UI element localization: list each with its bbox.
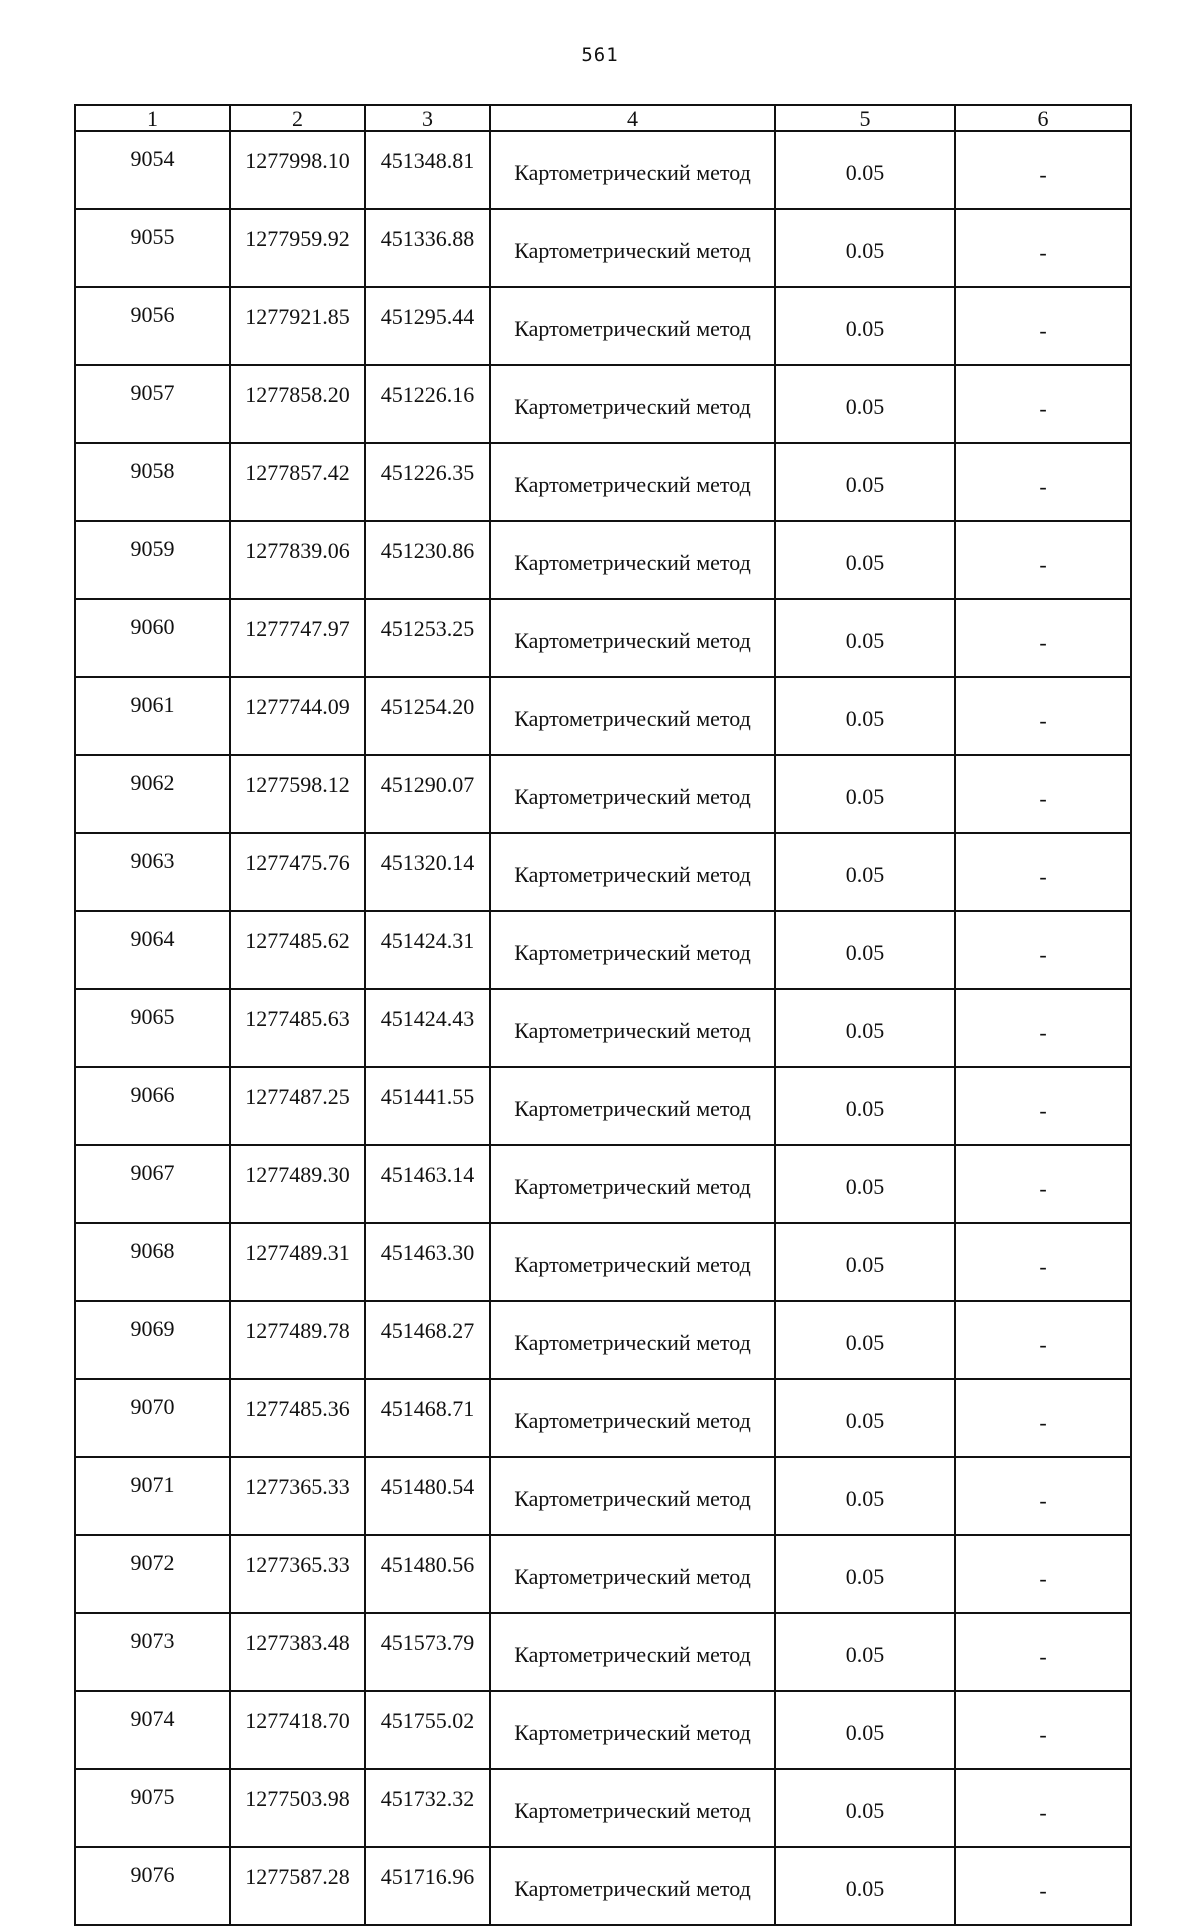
method-cell: Картометрический метод: [490, 1457, 775, 1535]
table-row: [75, 599, 1131, 677]
note-cell: -: [955, 1301, 1131, 1379]
accuracy-cell: 0.05: [775, 1067, 955, 1145]
y-coordinate-cell: 451480.54: [365, 1457, 490, 1535]
table-row: [75, 911, 1131, 989]
accuracy-cell: 0.05: [775, 989, 955, 1067]
x-coordinate-cell: 1277489.30: [230, 1145, 365, 1223]
method-cell: Картометрический метод: [490, 521, 775, 599]
column-header: 6: [955, 105, 1131, 131]
y-coordinate-cell: 451463.14: [365, 1145, 490, 1223]
method-cell: Картометрический метод: [490, 599, 775, 677]
method-cell: Картометрический метод: [490, 755, 775, 833]
accuracy-cell: 0.05: [775, 1535, 955, 1613]
y-coordinate-cell: 451463.30: [365, 1223, 490, 1301]
y-coordinate-cell: 451230.86: [365, 521, 490, 599]
method-cell: Картометрический метод: [490, 833, 775, 911]
y-coordinate-cell: 451755.02: [365, 1691, 490, 1769]
x-coordinate-cell: 1277365.33: [230, 1535, 365, 1613]
point-number-cell: 9058: [75, 443, 230, 521]
point-number-cell: 9073: [75, 1613, 230, 1691]
table-row: [75, 989, 1131, 1067]
accuracy-cell: 0.05: [775, 209, 955, 287]
accuracy-cell: 0.05: [775, 599, 955, 677]
note-cell: -: [955, 1691, 1131, 1769]
note-cell: -: [955, 677, 1131, 755]
point-number-cell: 9066: [75, 1067, 230, 1145]
column-header: 1: [75, 105, 230, 131]
point-number-cell: 9072: [75, 1535, 230, 1613]
accuracy-cell: 0.05: [775, 1769, 955, 1847]
x-coordinate-cell: 1277587.28: [230, 1847, 365, 1925]
point-number-cell: 9065: [75, 989, 230, 1067]
x-coordinate-cell: 1277485.63: [230, 989, 365, 1067]
point-number-cell: 9056: [75, 287, 230, 365]
column-header: 5: [775, 105, 955, 131]
method-cell: Картометрический метод: [490, 209, 775, 287]
point-number-cell: 9075: [75, 1769, 230, 1847]
accuracy-cell: 0.05: [775, 1223, 955, 1301]
table-row: [75, 1847, 1131, 1925]
method-cell: Картометрический метод: [490, 1535, 775, 1613]
method-cell: Картометрический метод: [490, 287, 775, 365]
y-coordinate-cell: 451290.07: [365, 755, 490, 833]
column-header: 3: [365, 105, 490, 131]
accuracy-cell: 0.05: [775, 833, 955, 911]
y-coordinate-cell: 451226.16: [365, 365, 490, 443]
table-row: [75, 1145, 1131, 1223]
accuracy-cell: 0.05: [775, 287, 955, 365]
y-coordinate-cell: 451336.88: [365, 209, 490, 287]
note-cell: -: [955, 755, 1131, 833]
x-coordinate-cell: 1277839.06: [230, 521, 365, 599]
y-coordinate-cell: 451226.35: [365, 443, 490, 521]
y-coordinate-cell: 451424.43: [365, 989, 490, 1067]
table-row: [75, 521, 1131, 599]
point-number-cell: 9057: [75, 365, 230, 443]
table-row: [75, 1223, 1131, 1301]
note-cell: -: [955, 1379, 1131, 1457]
note-cell: -: [955, 1535, 1131, 1613]
note-cell: -: [955, 365, 1131, 443]
point-number-cell: 9064: [75, 911, 230, 989]
y-coordinate-cell: 451295.44: [365, 287, 490, 365]
method-cell: Картометрический метод: [490, 1301, 775, 1379]
column-header: 4: [490, 105, 775, 131]
x-coordinate-cell: 1277744.09: [230, 677, 365, 755]
method-cell: Картометрический метод: [490, 1145, 775, 1223]
table-row: [75, 1691, 1131, 1769]
table-body: [75, 131, 1131, 1925]
point-number-cell: 9060: [75, 599, 230, 677]
note-cell: -: [955, 1457, 1131, 1535]
note-cell: -: [955, 1769, 1131, 1847]
y-coordinate-cell: 451573.79: [365, 1613, 490, 1691]
table-row: [75, 677, 1131, 755]
table-row: [75, 1457, 1131, 1535]
y-coordinate-cell: 451254.20: [365, 677, 490, 755]
note-cell: -: [955, 287, 1131, 365]
table-row: [75, 131, 1131, 209]
y-coordinate-cell: 451716.96: [365, 1847, 490, 1925]
accuracy-cell: 0.05: [775, 755, 955, 833]
method-cell: Картометрический метод: [490, 1067, 775, 1145]
table-row: [75, 365, 1131, 443]
table-row: [75, 1535, 1131, 1613]
point-number-cell: 9061: [75, 677, 230, 755]
point-number-cell: 9062: [75, 755, 230, 833]
note-cell: -: [955, 443, 1131, 521]
coordinates-table: [74, 104, 1132, 1926]
accuracy-cell: 0.05: [775, 1847, 955, 1925]
point-number-cell: 9054: [75, 131, 230, 209]
accuracy-cell: 0.05: [775, 443, 955, 521]
x-coordinate-cell: 1277475.76: [230, 833, 365, 911]
table-row: [75, 1067, 1131, 1145]
point-number-cell: 9059: [75, 521, 230, 599]
note-cell: -: [955, 989, 1131, 1067]
method-cell: Картометрический метод: [490, 989, 775, 1067]
method-cell: Картометрический метод: [490, 1379, 775, 1457]
point-number-cell: 9069: [75, 1301, 230, 1379]
table-row: [75, 287, 1131, 365]
column-header: 2: [230, 105, 365, 131]
x-coordinate-cell: 1277858.20: [230, 365, 365, 443]
accuracy-cell: 0.05: [775, 1691, 955, 1769]
x-coordinate-cell: 1277489.31: [230, 1223, 365, 1301]
point-number-cell: 9063: [75, 833, 230, 911]
accuracy-cell: 0.05: [775, 1301, 955, 1379]
method-cell: Картометрический метод: [490, 1847, 775, 1925]
accuracy-cell: 0.05: [775, 1457, 955, 1535]
point-number-cell: 9074: [75, 1691, 230, 1769]
header-row: [75, 105, 1131, 131]
y-coordinate-cell: 451480.56: [365, 1535, 490, 1613]
x-coordinate-cell: 1277959.92: [230, 209, 365, 287]
x-coordinate-cell: 1277503.98: [230, 1769, 365, 1847]
method-cell: Картометрический метод: [490, 1691, 775, 1769]
point-number-cell: 9055: [75, 209, 230, 287]
accuracy-cell: 0.05: [775, 1145, 955, 1223]
x-coordinate-cell: 1277489.78: [230, 1301, 365, 1379]
note-cell: -: [955, 911, 1131, 989]
accuracy-cell: 0.05: [775, 365, 955, 443]
table-header: [75, 105, 1131, 131]
y-coordinate-cell: 451320.14: [365, 833, 490, 911]
table-row: [75, 755, 1131, 833]
table-row: [75, 1301, 1131, 1379]
x-coordinate-cell: 1277485.36: [230, 1379, 365, 1457]
note-cell: -: [955, 131, 1131, 209]
y-coordinate-cell: 451468.71: [365, 1379, 490, 1457]
x-coordinate-cell: 1277365.33: [230, 1457, 365, 1535]
note-cell: -: [955, 833, 1131, 911]
method-cell: Картометрический метод: [490, 1769, 775, 1847]
point-number-cell: 9068: [75, 1223, 230, 1301]
x-coordinate-cell: 1277485.62: [230, 911, 365, 989]
note-cell: -: [955, 599, 1131, 677]
x-coordinate-cell: 1277857.42: [230, 443, 365, 521]
y-coordinate-cell: 451348.81: [365, 131, 490, 209]
point-number-cell: 9076: [75, 1847, 230, 1925]
method-cell: Картометрический метод: [490, 443, 775, 521]
note-cell: -: [955, 1067, 1131, 1145]
accuracy-cell: 0.05: [775, 911, 955, 989]
method-cell: Картометрический метод: [490, 131, 775, 209]
point-number-cell: 9071: [75, 1457, 230, 1535]
method-cell: Картометрический метод: [490, 677, 775, 755]
y-coordinate-cell: 451732.32: [365, 1769, 490, 1847]
accuracy-cell: 0.05: [775, 1379, 955, 1457]
y-coordinate-cell: 451468.27: [365, 1301, 490, 1379]
note-cell: -: [955, 521, 1131, 599]
x-coordinate-cell: 1277747.97: [230, 599, 365, 677]
x-coordinate-cell: 1277418.70: [230, 1691, 365, 1769]
point-number-cell: 9067: [75, 1145, 230, 1223]
note-cell: -: [955, 209, 1131, 287]
x-coordinate-cell: 1277598.12: [230, 755, 365, 833]
method-cell: Картометрический метод: [490, 365, 775, 443]
x-coordinate-cell: 1277487.25: [230, 1067, 365, 1145]
point-number-cell: 9070: [75, 1379, 230, 1457]
note-cell: -: [955, 1613, 1131, 1691]
table-row: [75, 833, 1131, 911]
x-coordinate-cell: 1277383.48: [230, 1613, 365, 1691]
accuracy-cell: 0.05: [775, 1613, 955, 1691]
y-coordinate-cell: 451441.55: [365, 1067, 490, 1145]
table-row: [75, 209, 1131, 287]
accuracy-cell: 0.05: [775, 677, 955, 755]
note-cell: -: [955, 1847, 1131, 1925]
method-cell: Картометрический метод: [490, 1223, 775, 1301]
x-coordinate-cell: 1277921.85: [230, 287, 365, 365]
x-coordinate-cell: 1277998.10: [230, 131, 365, 209]
table-row: [75, 443, 1131, 521]
accuracy-cell: 0.05: [775, 131, 955, 209]
method-cell: Картометрический метод: [490, 1613, 775, 1691]
note-cell: -: [955, 1145, 1131, 1223]
accuracy-cell: 0.05: [775, 521, 955, 599]
page-number: 561: [581, 44, 619, 66]
y-coordinate-cell: 451253.25: [365, 599, 490, 677]
table-row: [75, 1613, 1131, 1691]
method-cell: Картометрический метод: [490, 911, 775, 989]
table-row: [75, 1379, 1131, 1457]
y-coordinate-cell: 451424.31: [365, 911, 490, 989]
table-row: [75, 1769, 1131, 1847]
note-cell: -: [955, 1223, 1131, 1301]
